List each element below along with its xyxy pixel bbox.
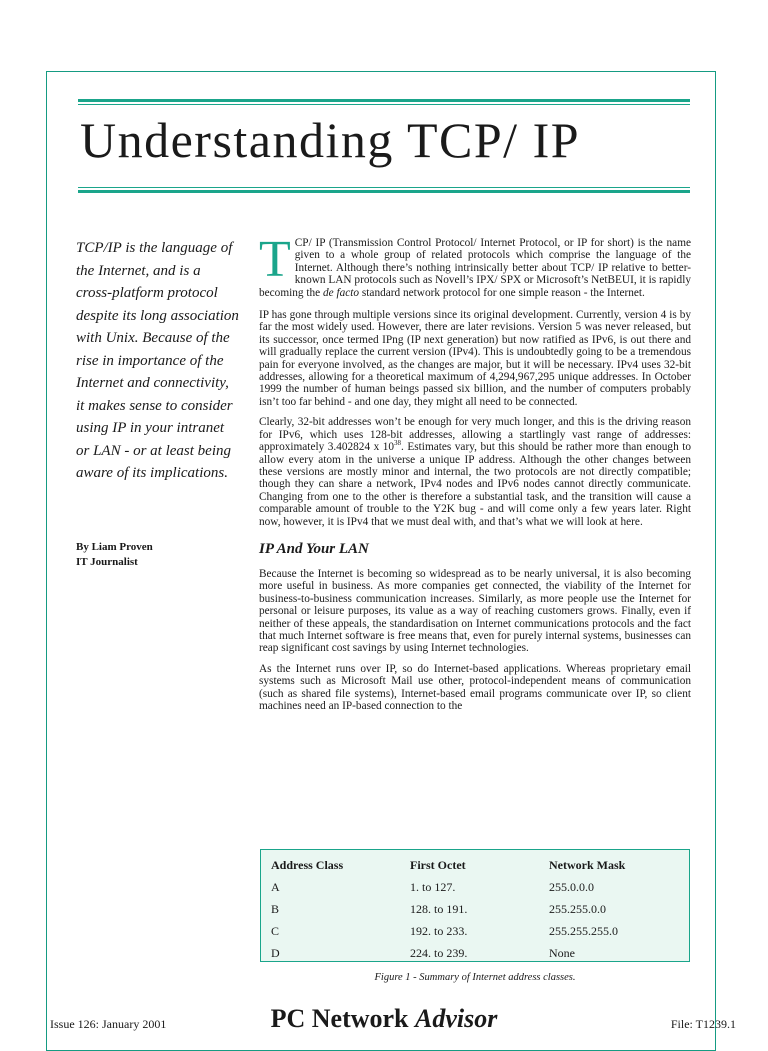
paragraph-2: IP has gone through multiple versions since its original development. Currently, version 4 is by far the most widely used. However, there are later revisions. Version 5 was never released, but its successor, once termed IPng (IP next generation) but now ratified as IPv6, is out there and will gradually replace the current version (IPv4). This is undoubtedly going to be a tremendous pain for everyone involved, as the changes are major, but it will be necessary. IPv4 uses 32-bit addresses, allowing for a theoretical maximum of 4,294,967,295 unique addresses. In October 1999 the number of human beings passed six billion, and the number of computers probably isn’t too far behind - and one day, they might all need to be connected. xyxy=(259,309,691,408)
paragraph-3: Clearly, 32-bit addresses won’t be enough for very much longer, and this is the driving reason for IPv6, which uses 128-bit addresses, allowing a startlingly vast range of addresses: approximately 3.402824 x $10^{38}$. Estimates vary, but this should be rather more than enough to allow every atom in the universe a unique IP address. Although the other changes between these versions are mostly minor and internal, the two protocols are not directly compatible; though they can share a network, IPv4 nodes and IPv6 nodes cannot directly communicate. Changing from one to the other is therefore a substantial task, and the transition will cause a comparable amount of trouble to the Y2K bug - and will come only a few years later. Right now, however, it is IPv4 that we must deal with, and that’s what we will look at here. xyxy=(259,416,691,528)
footer-issue: Issue 126: January 2001 xyxy=(50,1017,167,1031)
table-cell: A xyxy=(271,879,280,894)
table-cell: None xyxy=(549,945,575,960)
table-cell: 1. to 127. xyxy=(410,879,456,894)
table-cell: 255.0.0.0 xyxy=(549,879,594,894)
table-cell: C xyxy=(271,923,280,938)
paragraph-4: Because the Internet is becoming so widespread as to be nearly universal, it is also becoming more useful in business. As more companies get connected, the viability of the Internet for business-to-business communication increases. Similarly, as more people use the Internet for personal or leisure purposes, its value as a way of reaching customers grows. Finally, even if neither of these appeals, the standardisation on Internet communications protocols and the fact that much Internet software is free means that, even for purely internal systems, businesses can reap significant cost savings by using Internet technologies. xyxy=(259,567,691,655)
footer-file: File: T1239.1 xyxy=(670,1017,736,1031)
table-cell: 224. to 239. xyxy=(410,945,468,960)
table-header: Network Mask xyxy=(549,857,626,872)
table-header-row xyxy=(271,854,679,876)
paragraph-1: TCP/ IP (Transmission Control Protocol/ Internet Protocol, or IP for short) is the name given to a whole group of related protocols which comprise the language of the Internet. Although there’s nothing intrinsically better about TCP/ IP relative to better-known LAN protocols such as Novell’s IPX/ SPX or Microsoft’s NetBEUI, it is rapidly becoming the de facto standard network protocol for one simple reason - the Internet. xyxy=(259,231,691,299)
address-class-table xyxy=(260,849,690,962)
table-cell: B xyxy=(271,901,280,916)
table-cell: 255.255.0.0 xyxy=(549,901,606,916)
table-row xyxy=(271,876,679,898)
table-row xyxy=(271,898,679,920)
article-title: Understanding TCP/ IP xyxy=(80,112,581,168)
figure-caption: Figure 1 - Summary of Internet address classes. xyxy=(374,972,576,983)
byline xyxy=(76,540,240,570)
byline-author: By Liam Proven xyxy=(76,541,153,553)
paragraph-5: As the Internet runs over IP, so do Internet-based applications. Whereas proprietary email systems such as Microsoft Mail use other, protocol-independent means of communication (such as shared file systems), Internet-based email programs communicate over IP, so client machines need an IP-based connection to the xyxy=(259,662,691,712)
intro-standfirst: TCP/IP is the language of the Internet, and is a cross-platform protocol despite its long association with Unix. Because of the rise in importance of the Internet and connectivity, it makes sense to consider using IP in your intranet or LAN - or at least being aware of its implications. xyxy=(76,240,239,481)
subheading: IP And Your LAN xyxy=(259,540,369,557)
table-cell: 192. to 233. xyxy=(410,923,468,938)
footer-publication: PC Network Advisor xyxy=(270,1004,498,1033)
table-cell: 128. to 191. xyxy=(410,901,468,916)
table-header: First Octet xyxy=(410,857,466,872)
table-row xyxy=(271,920,679,942)
title-rule-bottom xyxy=(78,187,690,193)
table-header: Address Class xyxy=(271,857,344,872)
table-row xyxy=(271,942,679,964)
table-cell: 255.255.255.0 xyxy=(549,923,618,938)
title-rule-top xyxy=(78,99,690,105)
byline-role: IT Journalist xyxy=(76,556,138,568)
article-body xyxy=(259,231,691,720)
table-cell: D xyxy=(271,945,280,960)
drop-cap: T xyxy=(259,231,291,288)
